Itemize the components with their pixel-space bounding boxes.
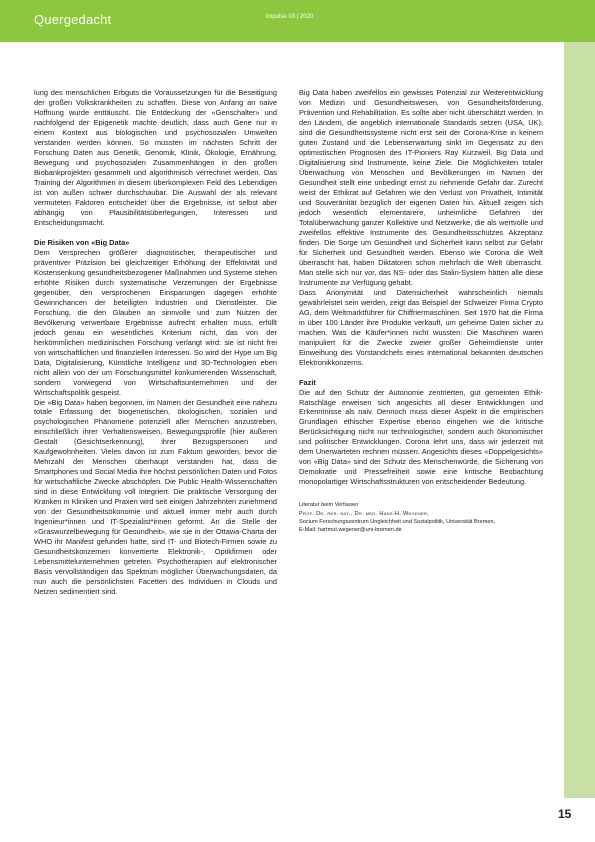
section-heading: Fazit: [299, 377, 316, 387]
side-band: [564, 42, 595, 798]
paragraph: Die «Big Data» haben begonnen, im Namen der Gesundheit eine nahezu totale Erfassung der biogenetischen, ökologischen, sozialen und psychologischen Phänomene potenziell aller Menschen anzustreben, einschließlich ihrer Verhaltensweisen, Bewegungsprofile (hier äußeren Gestalt (Gesichtserkennung), ihrer Bezugspersonen und Kaufgewohnheiten. Vieles davon ist zum Faktum geworden, bevor die Mehrzahl der Menschen überhaupt verstanden hat, dass die Smartphones und Social Media ihre höchst persönlichen Daten und Fotos für wirtschaftliche Zwecke abschöpfen. Die Public Health-Wissenschaften sind in diese Entwicklung voll integriert. Die praktische Versorgung der Kranken in Kliniken und Praxen wird seit einigen Jahrzehnten zunehmend von der Gesundheitsökonomie und aktuell immer mehr auch durch Ingenieur*innen und IT-Spezialist*innen geformt. An die Stelle der «Graswurzelbewegung für Gesundheit», wie sie in der Ottawa-Charta der WHO ihr Manifest gefunden hatte, sind IT- und Biotech-Firmen sowie zu Gesundheitskonzernen konvertierte Elektronik-, Optikfirmen oder Lebensmittelunternehmen getreten. Psychotherapien auf elektronischer Basis vervollständigen das Spektrum möglicher Überwachungsdaten, da nun auch die persönlichsten Facetten des Individuen in Clouds und Netzen sedimentiert sind.: [34, 397, 277, 597]
paragraph: Die auf den Schutz der Autonomie zentrierten, gut gemeinten Ethik-Ratschläge erweisen sich angesichts all dieser Entwicklungen und Erkenntnisse als naiv. Dennoch muss dieser Aspekt in die empirischen Grundlagen ethischer Expertise ebenso eingehen wie die kritische Berücksichtigung nicht nur technologischer, sondern auch ökonomischer und politischer Entwicklungen. Corona lehrt uns, dass wir jederzeit mit dem Unerwarteten rechnen müssen. Angesichts dieses «Doppelgesichts» von «Big Data» sind der Schutz des Menschenwürde, die Sicherung von Demokratie und Pressefreiheit sowie eine kritische Beobachtung monopolartiger Wirtschaftsstrukturen von entscheidender Bedeutung.: [299, 387, 543, 487]
right-column: [299, 88, 543, 534]
affiliation-line: Socium Forschungszentrum Ungleichheit und Sozialpolitik, Universität Bremen,: [299, 518, 496, 525]
paragraph: Dass Anonymität und Datensicherheit wahrscheinlich niemals gewährleistet sein werden, zeigt das Beispiel der Schweizer Firma Crypto AG, dem Weltmarktführer für Chiffriermaschinen. Seit 1970 hat die Firma in über 100 Länder ihre Produkte verkauft, um geheime Daten sicher zu machen. Was die Käufer*innen nicht wussten: Die Maschinen waren manipuliert für die Zwecke zweier großer Geheimdienste unter Einweihung des Vorstandchefs eines international bekannten deutschen Elektronikkonzerns.: [299, 287, 543, 367]
email-line: E-Mail: hartmut.wegener@uni-bremen.de: [299, 526, 402, 533]
references-note: Literatur beim Verfasser: [299, 502, 359, 509]
page-number: 15: [558, 807, 572, 821]
issue-reference: impulse 03 | 2020: [266, 14, 314, 20]
left-column: [34, 88, 277, 597]
section-heading: Die Risiken von «Big Data»: [34, 237, 130, 247]
paragraph: lung des menschlichen Erbguts die Voraussetzungen für die Beseitigung der großen Volkskrankheiten zu schaffen. Diese von Anfang an naive Hoffnung wurde enttäuscht. Die Entdeckung der «Genschalter» und nachfolgend der Epigenetik machte deutlich, dass auch Gene nur in einem Kontext aus biologischen und psychosozialen Umwelten verstanden werden können. So mussten im nächsten Schritt der Forschung Daten aus Genetik, Genomik, Klinik, Ökologie, Ernährung, Bewegung und psychosozialen Zusammenhängen in den großen Biobankprojekten gesammelt und algorithmisch verrechnet werden. Das Training der Algorithmen in diesem überkomplexen Feld des Lebendigen ist von außen schwer durchschaubar. Die Auswahl der als relevant vermuteten Faktoren entscheidet über die Ergebnisse, ist selbst aber abhängig von Plausibilitätsüberlegungen, Interessen und Entscheidungsmacht.: [34, 88, 277, 227]
author-line: Prof. Dr. rer. nat., Dr. med. Hans-H. Wegener,: [299, 510, 430, 517]
paragraph: Big Data haben zweifellos ein gewisses Potenzial zur Weiterentwicklung von Medizin und Gesundheitswesen, von Gesundheitsförderung, Prävention und Rehabilitation. Es sollte aber nicht überschätzt werden. In den Ländern, die angeblich internationale Standards setzen (USA, UK), sind die Gesundheitssysteme nicht erst seit der Corona-Krise in keinem guten Zustand und die Lebenserwartung sinkt im Gegensatz zu den optimistischen Prognosen des IT-Pioniers Ray Kurzweil. Big Data und Digitalisierung sind Instrumente, keine Ziele. Die Möglichkeiten totaler Überwachung von Menschen und Bevölkerungen im Namen der Gesundheit stellt eine unbedingt ernst zu nehmende Gefahr dar. Zurecht weist der Ethikrat auf Gefahren wie den Verlust von Privatheit, Intimität und Souveränität bezüglich der eigenen Daten hin. Aktuell zeigen sich jedoch wesentlich elementarere, unheimliche Gefahren der Totalüberwachung ganzer Kollektive und Netzwerke, die als wertvolle und zweifellos effektive Instrumente des Gesundheitsschutzes Akzeptanz finden. Die Sorge um Gesundheit und Sicherheit kann selbst zur Gefahr für Sicherheit und Gesundheit werden. Ebenso wie Corona die Welt überrascht hat, haben Diktatoren schon mehrfach die Welt überrascht. Man stelle sich nur vor, das NS- oder das Stalin-System hätten alle diese Instrumente zur Verfügung gehabt.: [299, 88, 543, 287]
header-band: [0, 0, 595, 42]
references-block: [299, 501, 543, 534]
paragraph: Dem Versprechen größerer diagnostischer, therapeutischer und präventiver Präzision bei gleichzeitiger Erhöhung der Effektivität und Kostensenkung gesundheitsbezogener Maßnahmen und Systeme stehen erhöhte Risiken durch systematische Verzerrungen der Ergebnisse gegenüber, den versprochenen Einsparungen dagegen erhöhte Gewinnchancen der beteiligten Industrien und Dienstleister. Die Forschung, die den Glauben an sinnvolle und zum Nutzen der Bevölkerung verwertbare Ergebnisse aufrecht erhalten muss, erfüllt jedoch genau ein wesentliches Kriterium nicht, das von der herkömmlichen medizinischen Forschung verlangt wird: sie ist nicht frei von wirtschaftlichen und finanziellen Interessen. So wird der Hype um Big Data, Digitalisierung, Künstliche Intelligenz und 3D-Technologien eben nicht allein von der um Forschungsmittel konkurrierenden Wissenschaft, sondern vorwiegend von Wirtschaftsunternehmen und der Wirtschaftspolitik gespeist.: [34, 247, 277, 397]
section-title: Quergedacht: [34, 12, 112, 27]
